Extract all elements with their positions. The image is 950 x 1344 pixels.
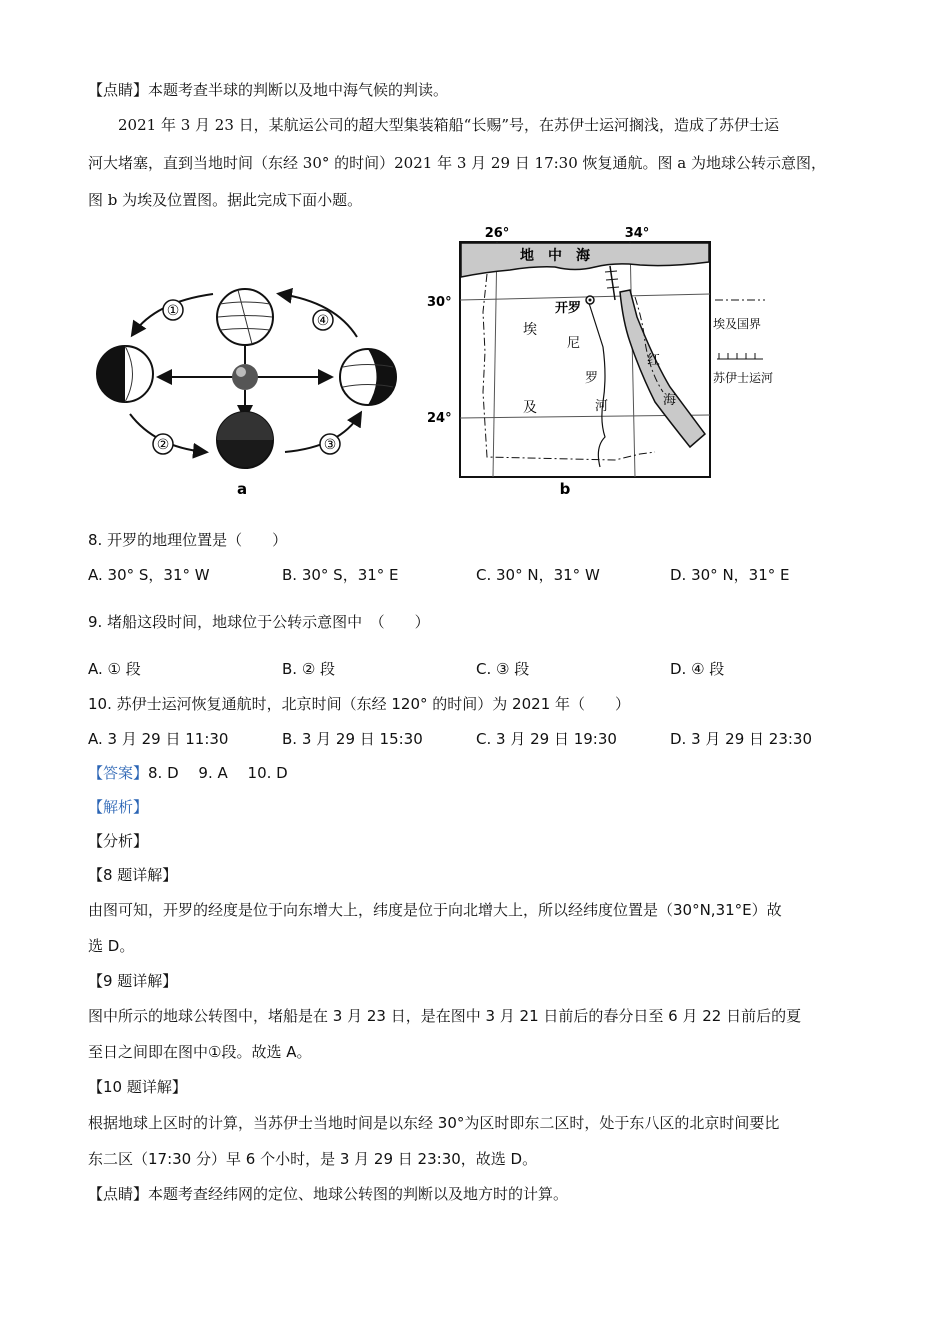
question-8-option-c[interactable]: C. 30° N，31° W (476, 566, 600, 584)
question-9-option-a[interactable]: A. ① 段 (88, 660, 141, 678)
question-10-option-b[interactable]: B. 3 月 29 日 15:30 (282, 730, 423, 748)
question-10-option-c[interactable]: C. 3 月 29 日 19:30 (476, 730, 617, 748)
red-sea-label-2: 海 (663, 393, 677, 408)
question-8-option-d[interactable]: D. 30° N，31° E (670, 566, 790, 584)
figure-b-egypt-map (425, 222, 785, 497)
earth-top-icon (217, 289, 273, 345)
question-9-option-c[interactable]: C. ③ 段 (476, 660, 530, 678)
question-10-option-a[interactable]: A. 3 月 29 日 11:30 (88, 730, 229, 748)
question-8-option-b[interactable]: B. 30° S，31° E (282, 566, 399, 584)
lon-26-label: 26° (484, 226, 510, 241)
question-9-stem: 9. 堵船这段时间，地球位于公转示意图中 （ ） (88, 613, 430, 631)
legend-border-label: 埃及国界 (713, 317, 762, 331)
nile-label-3: 河 (595, 399, 609, 414)
figure-a-caption: a (236, 480, 248, 498)
mediterranean-label: 地 中 海 (520, 248, 590, 264)
answer-line (88, 763, 288, 783)
earth-left-icon (97, 346, 153, 402)
segment-2-label: ② (156, 437, 170, 453)
passage-line-2: 河大堵塞，直到当地时间（东经 30° 的时间）2021 年 3 月 29 日 17:30 恢复通航。图 a 为地球公转示意图， (88, 154, 827, 172)
answer-label: 【答案】 (88, 764, 149, 782)
question-8-stem: 8. 开罗的地理位置是（ ） (88, 531, 288, 549)
question-9-option-b[interactable]: B. ② 段 (282, 660, 336, 678)
lat-24-label: 24° (427, 411, 452, 426)
question-8-option-a[interactable]: A. 30° S，31° W (88, 566, 210, 584)
nile-label-1: 尼 (567, 336, 581, 351)
segment-1-label: ① (166, 303, 180, 319)
figure-a-revolution-diagram (85, 222, 415, 502)
q9-detail-line-2: 至日之间即在图中①段。故选 A。 (88, 1043, 312, 1061)
q10-detail-heading: 【10 题详解】 (88, 1078, 187, 1096)
egypt-label-2: 及 (523, 400, 537, 416)
nile-label-2: 罗 (585, 371, 599, 386)
legend-canal-label: 苏伊士运河 (713, 371, 774, 385)
passage-line-3: 图 b 为埃及位置图。据此完成下面小题。 (88, 191, 363, 209)
egypt-label-1: 埃 (523, 322, 537, 338)
answer-value: 8. D 9. A 10. D (148, 764, 288, 782)
q8-detail-line-1: 由图可知，开罗的经度是位于向东增大上，纬度是位于向北增大上，所以经纬度位置是（30°N,31°E）故 (88, 901, 782, 919)
earth-bottom-icon (217, 412, 273, 468)
segment-4-label: ④ (316, 313, 330, 329)
lat-30-label: 30° (427, 295, 452, 310)
closing-tip: 【点睛】本题考查经纬网的定位、地球公转图的判断以及地方时的计算。 (88, 1185, 569, 1203)
red-sea-label-1: 红 (647, 353, 661, 368)
q8-detail-heading: 【8 题详解】 (88, 866, 178, 884)
cairo-label: 开罗 (555, 301, 582, 316)
previous-tip: 【点睛】本题考查半球的判断以及地中海气候的判读。 (88, 81, 449, 99)
earth-right-icon (340, 349, 396, 405)
figure-b-caption: b (559, 480, 571, 497)
lon-34-label: 34° (624, 226, 650, 241)
question-9-option-d[interactable]: D. ④ 段 (670, 660, 725, 678)
q9-detail-line-1: 图中所示的地球公转图中，堵船是在 3 月 23 日，是在图中 3 月 21 日前后的春分日至 6 月 22 日前后的夏 (88, 1007, 802, 1025)
passage-line-1: 2021 年 3 月 23 日，某航运公司的超大型集装箱船“长赐”号，在苏伊士运河搁浅，造成了苏伊士运 (118, 116, 779, 134)
q10-detail-line-2: 东二区（17:30 分）早 6 个小时，是 3 月 29 日 23:30，故选 D。 (88, 1150, 538, 1168)
q8-detail-line-2: 选 D。 (88, 937, 135, 955)
question-10-option-d[interactable]: D. 3 月 29 日 23:30 (670, 730, 813, 748)
question-10-stem: 10. 苏伊士运河恢复通航时，北京时间（东经 120° 的时间）为 2021 年（ ） (88, 695, 631, 713)
q10-detail-line-1: 根据地球上区时的计算，当苏伊士当地时间是以东经 30°为区时即东二区时，处于东八区的北京时间要比 (88, 1114, 780, 1132)
analysis-label: 【解析】 (88, 798, 149, 816)
fenxi-heading: 【分析】 (88, 832, 149, 850)
sun-icon (232, 364, 258, 390)
q9-detail-heading: 【9 题详解】 (88, 972, 178, 990)
segment-3-label: ③ (323, 437, 337, 453)
